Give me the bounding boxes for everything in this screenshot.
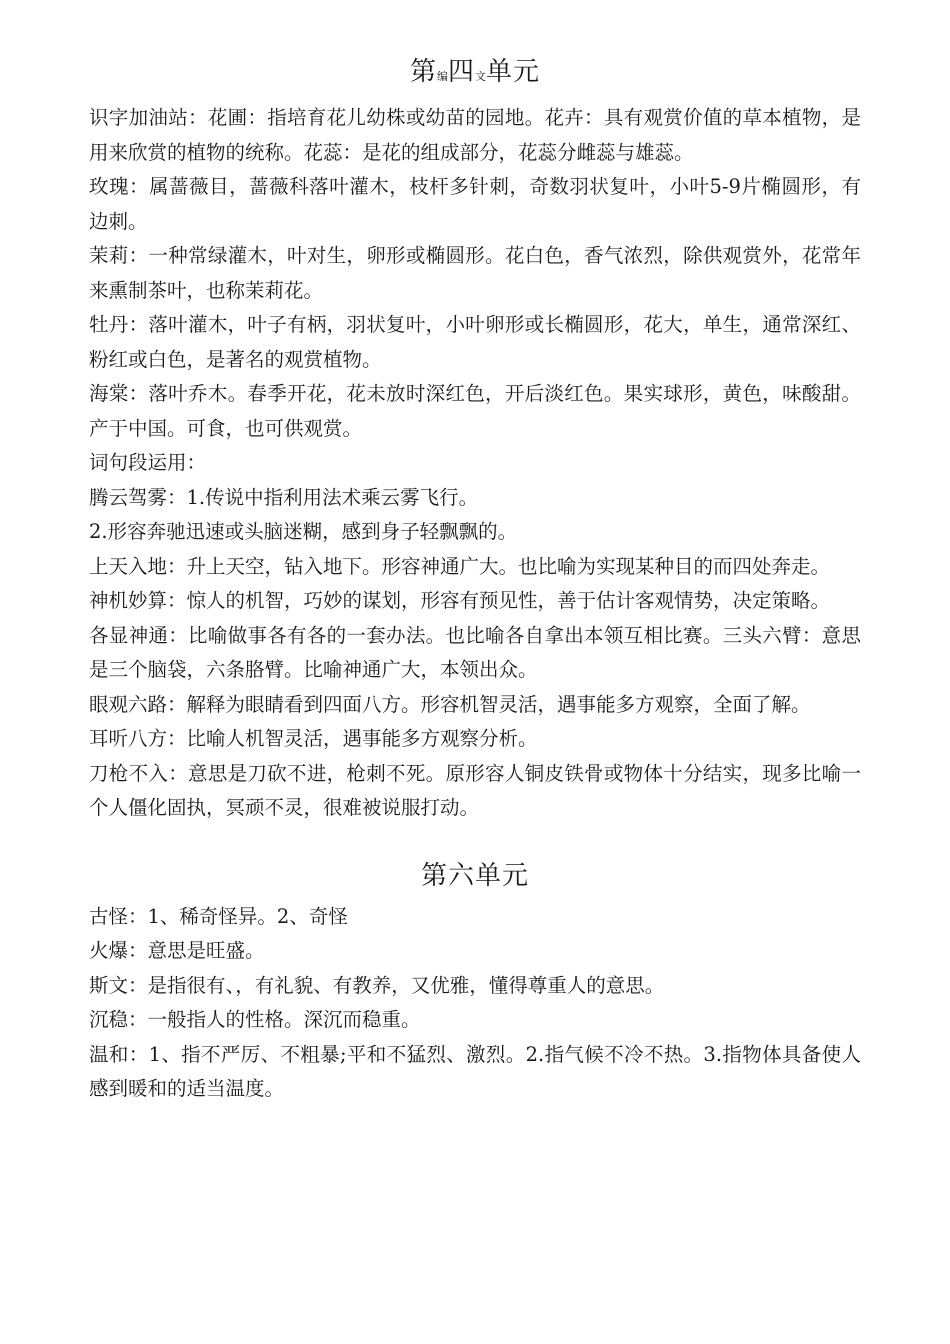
unit4-title [89, 52, 861, 97]
unit6-title: 第六单元 [420, 860, 529, 891]
unit6-body [89, 900, 861, 1107]
paragraph: 海棠：落叶乔木。春季开花，花未放时深红色，开后淡红色。果实球形，黄色，味酸甜。产于中国。可食，也可供观赏。 [89, 382, 861, 440]
paragraph: 识字加油站：花圃：指培育花儿幼株或幼苗的园地。花卉：具有观赏价值的草本植物，是用来欣赏的植物的统称。花蕊：是花的组成部分，花蕊分雌蕊与雄蕊。 [89, 106, 861, 164]
unit4-body [89, 101, 861, 826]
paragraph: 沉稳：一般指人的性格。深沉而稳重。 [89, 1008, 421, 1031]
paragraph: 茉莉：一种常绿灌木，叶对生，卵形或椭圆形。花白色，香气浓烈，除供观赏外，花常年来熏制茶叶，也称茉莉花。 [89, 244, 861, 302]
paragraph: 2.形容奔驰迅速或头脑迷糊，感到身子轻飘飘的。 [89, 520, 518, 543]
paragraph: 温和：1、指不严厉、不粗暴;平和不猛烈、激烈。2.指气候不冷不热。3.指物体具备使人感到暖和的适当温度。 [89, 1042, 861, 1100]
paragraph: 斯文：是指很有、，有礼貌、有教养，又优雅，懂得尊重人的意思。 [89, 973, 665, 997]
paragraph: 词句段运用： [89, 451, 207, 474]
paragraph: 古怪：1、稀奇怪异。2、奇怪 [89, 904, 348, 928]
document-page [89, 52, 861, 1107]
paragraph: 神机妙算：惊人的机智，巧妙的谋划，形容有预见性，善于估计客观情势，决定策略。 [89, 589, 831, 612]
paragraph: 刀枪不入：意思是刀砍不进，枪刺不死。原形容人铜皮铁骨或物体十分结实，现多比喻一个人僵化固执，冥顽不灵，很难被说服打动。 [89, 761, 861, 819]
unit4-title-part3: 单元 [486, 57, 541, 87]
paragraph: 腾云驾雾：1.传说中指利用法术乘云雾飞行。 [89, 485, 479, 509]
paragraph: 耳听八方：比喻人机智灵活，遇事能多方观察分析。 [89, 727, 538, 750]
unit4-title-part2: 四 [447, 57, 475, 87]
paragraph: 玫瑰：属蔷薇目，蔷薇科落叶灌木，枝杆多针刺，奇数羽状复叶，小叶5-9片椭圆形，有边刺。 [89, 175, 861, 233]
paragraph: 各显神通：比喻做事各有各的一套办法。也比喻各自拿出本领互相比赛。三头六臂：意思是三个脑袋，六条胳臂。比喻神通广大，本领出众。 [89, 623, 861, 681]
unit4-title-small1: 编 [436, 70, 448, 83]
paragraph: 上天入地：升上天空，钻入地下。形容神通广大。也比喻为实现某种目的而四处奔走。 [89, 554, 831, 578]
unit4-title-part1: 第 [409, 57, 437, 87]
paragraph: 火爆：意思是旺盛。 [89, 939, 265, 962]
paragraph: 牡丹：落叶灌木，叶子有柄，羽状复叶，小叶卵形或长椭圆形，花大，单生，通常深红、粉红或白色，是著名的观赏植物。 [89, 313, 861, 371]
unit4-title-small2: 文 [475, 70, 486, 83]
paragraph: 眼观六路：解释为眼睛看到四面八方。形容机智灵活，遇事能多方观察，全面了解。 [89, 692, 811, 716]
